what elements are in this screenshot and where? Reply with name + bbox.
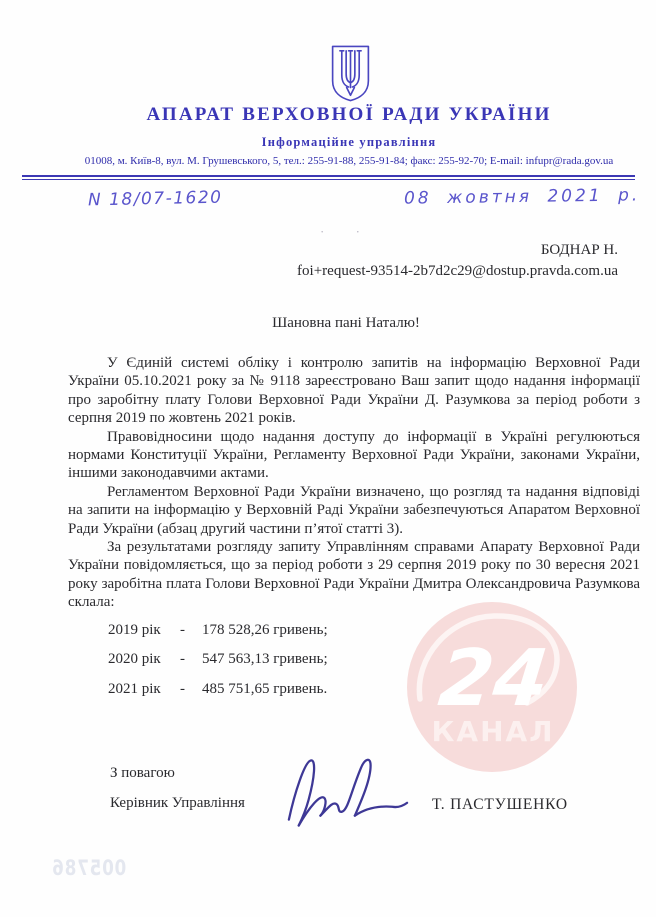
- recipient-name: БОДНАР Н.: [540, 242, 618, 258]
- salary-amount: 178 528,26 гривень;: [202, 622, 328, 638]
- body-paragraph: Регламентом Верховної Ради України визначено, що розгляд та надання відповіді на запити на інформацію у Верховній Раді України забезпечуються Апаратом Верховної Ради України (абзац другий частини п’ятої статті 3).: [68, 483, 640, 537]
- body-paragraph: За результатами розгляду запиту Управлінням справами Апарату Верховної Ради України повідомляється, що за період роботи з 29 серпня 2019 року по 30 вересня 2021 року заробітна плата Голови Верховної Ради України Дмитра Олександровича Разумкова склала:: [68, 539, 640, 611]
- salary-list: [108, 621, 328, 709]
- bleed-through-number: 005786: [51, 856, 127, 880]
- recipient-email: foi+request-93514-2b7d2c29@dostup.pravda.com.ua: [297, 262, 618, 279]
- salary-year: 2021 рік: [108, 680, 161, 697]
- recipient-block: [297, 240, 618, 281]
- page-title: АПАРАТ ВЕРХОВНОЇ РАДИ УКРАЇНИ: [146, 104, 552, 125]
- department-subtitle: Інформаційне управління: [261, 135, 437, 149]
- salary-row: [108, 650, 328, 668]
- address-line: 01008, м. Київ-8, вул. М. Грушевського, 5, тел.: 255-91-88, 255-91-84; факс: 255-92-70; E-mail: infupr@rada.gov.ua: [84, 155, 614, 167]
- salary-row: [108, 680, 328, 698]
- watermark-number: 24: [434, 633, 553, 724]
- body-paragraph: У Єдиній системі обліку і контролю запитів на інформацію Верховної Ради України 05.10.2021 року за № 9118 зареєстровано Ваш запит щодо надання інформації про заробітну плату Голови Верховної Ради України Д. Разумкова за період роботи з серпня 2019 по жовтень 2021 років.: [68, 355, 640, 427]
- ref-date-handwritten: 08 жовтня 2021 р.: [403, 185, 641, 209]
- signature-icon: [281, 750, 409, 838]
- watermark-channel-label: КАНАЛ: [431, 715, 555, 748]
- salary-amount: 547 563,13 гривень;: [202, 651, 328, 668]
- ref-number-handwritten: N 18/07-1620: [87, 187, 223, 211]
- body-paragraph: Правовідносини щодо надання доступу до інформації в Україні регулюються нормами Конституції України, Регламенту Верховної Ради України, законами України, іншими законодавчими актами.: [68, 428, 640, 482]
- salary-row: [108, 621, 328, 639]
- salary-dash: -: [180, 622, 185, 638]
- closing-position: Керівник Управління: [110, 795, 245, 811]
- header-divider: [22, 175, 635, 180]
- salary-amount: 485 751,65 гривень.: [202, 680, 328, 697]
- closing-signer-name: Т. ПАСТУШЕНКО: [432, 796, 568, 813]
- salary-year: 2020 рік: [108, 651, 161, 668]
- letter-body: [68, 354, 640, 612]
- tryzub-emblem-icon: [329, 44, 372, 102]
- salary-dash: -: [180, 680, 185, 697]
- salary-dash: -: [180, 651, 185, 668]
- closing-regards: З повагою: [110, 765, 175, 781]
- salary-year: 2019 рік: [108, 622, 161, 638]
- salutation: Шановна пані Наталю!: [272, 315, 420, 331]
- scan-dots-artifact: · ·: [320, 224, 374, 239]
